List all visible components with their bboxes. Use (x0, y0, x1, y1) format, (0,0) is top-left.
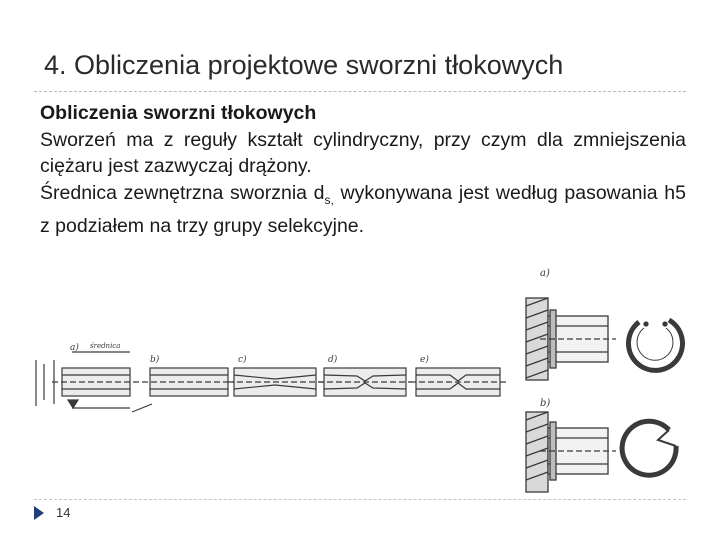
pin-header-note: średnica (90, 342, 121, 350)
page-number: 14 (56, 505, 71, 520)
ring-section-b (526, 412, 616, 492)
pin-a (36, 352, 152, 412)
pin-c (228, 368, 324, 396)
paragraph-diameter-end: wykonywana jest według pasowania h5 z podziałem na trzy grupy selekcyjne. (40, 181, 686, 237)
pin-a-label: a) (70, 343, 79, 353)
slide-bullet-icon (34, 506, 44, 520)
retaining-ring-drawing (516, 262, 694, 498)
pin-variants-drawing (32, 338, 512, 428)
pin-c-label: c) (238, 355, 247, 365)
paragraph-shape: Sworzeń ma z reguły kształt cylindryczny, przy czym dla zmniejszenia ciężaru jest zazwyczaj drążony. (40, 128, 686, 177)
footer-divider (34, 499, 686, 500)
pin-d-label: d) (328, 355, 338, 365)
slide-body (40, 100, 686, 239)
pin-b-label: b) (150, 355, 160, 365)
diameter-subscript: s, (324, 192, 334, 207)
ring-a-open-ends (628, 320, 682, 370)
slide-title: 4. Obliczenia projektowe sworzni tłokowych (44, 50, 564, 80)
retaining-ring-figure (516, 262, 694, 498)
pin-d (318, 368, 412, 396)
pin-e-label: e) (420, 355, 429, 365)
pin-e (410, 368, 506, 396)
ring-b-label: b) (540, 398, 551, 409)
ring-section-a (526, 298, 616, 380)
ring-b-hook-ends (622, 421, 676, 475)
pin-variants-figure (32, 338, 512, 428)
pin-b (142, 368, 236, 396)
paragraph-diameter-start: Średnica zewnętrzna sworznia d (40, 181, 325, 204)
title-divider (34, 91, 686, 92)
paragraph-diameter (40, 180, 686, 240)
section-heading: Obliczenia sworzni tłokowych (40, 102, 317, 124)
ring-a-label: a) (540, 268, 550, 279)
